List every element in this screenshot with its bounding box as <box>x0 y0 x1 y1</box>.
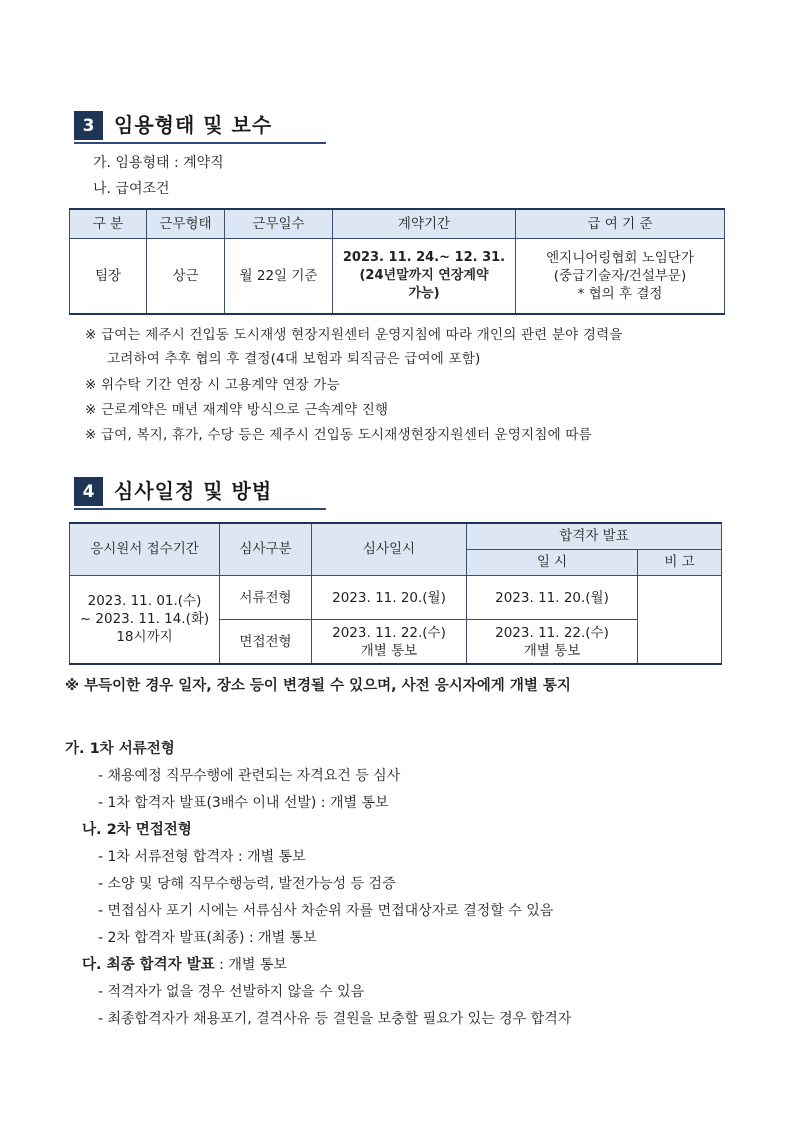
step-2-title: 나. 2차 면접전형 <box>82 822 192 838</box>
pay-line: * 협의 후 결정 <box>577 285 663 302</box>
employment-type: 가. 임용형태 : 계약직 <box>93 155 224 171</box>
date-line: 2023. 11. 22.(수) <box>495 624 609 641</box>
note-line: ※ 급여, 복지, 휴가, 수당 등은 제주시 건입동 도시재생현장지원센터 운영지침에 따름 <box>85 427 592 443</box>
header-category: 구 분 <box>70 209 147 238</box>
section-title: 임용형태 및 보수 <box>114 113 273 137</box>
step-item: - 면접심사 포기 시에는 서류심사 차순위 자를 면접대상자로 결정할 수 있음 <box>98 903 554 919</box>
step-3-title <box>82 956 287 974</box>
section-underline <box>74 508 326 510</box>
header-screening-type: 심사구분 <box>220 523 312 575</box>
header-pay-standard: 급 여 기 준 <box>516 209 725 238</box>
section-3-header <box>74 111 326 143</box>
header-work-type: 근무형태 <box>147 209 225 238</box>
table-header-row <box>70 209 725 238</box>
cell-interview-date <box>312 620 467 664</box>
pay-line: (중급기술자/건설부문) <box>553 267 687 284</box>
header-remarks: 비 고 <box>638 549 722 575</box>
step-item: - 최종합격자가 채용포기, 결격사유 등 결원을 보충할 필요가 있는 경우 합격자 <box>98 1011 572 1027</box>
cell-pay-standard <box>516 238 725 314</box>
period-line: 2023. 11. 01.(수) <box>87 593 202 610</box>
header-contract-period: 계약기간 <box>333 209 516 238</box>
cell-remarks <box>638 575 722 664</box>
section-title: 심사일정 및 방법 <box>114 479 273 503</box>
section-underline <box>74 142 326 144</box>
step-item: - 2차 합격자 발표(최종) : 개별 통보 <box>98 930 317 946</box>
cell-document-date: 2023. 11. 20.(월) <box>312 575 467 619</box>
step-item: - 1차 서류전형 합격자 : 개별 통보 <box>98 849 306 865</box>
table-row <box>70 575 722 619</box>
date-line: 2023. 11. 22.(수) <box>332 624 446 641</box>
step-3-suffix: : 개별 통보 <box>214 957 287 973</box>
step-item: - 채용예정 직무수행에 관련되는 자격요건 등 심사 <box>98 768 401 784</box>
section-number: 3 <box>74 111 103 140</box>
period-line: 18시까지 <box>116 629 173 646</box>
table-row <box>70 238 725 314</box>
schedule-warning: ※ 부득이한 경우 일자, 장소 등이 변경될 수 있으며, 사전 응시자에게 개별 통지 <box>65 678 571 694</box>
cell-role: 팀장 <box>70 238 147 314</box>
section-number: 4 <box>74 477 103 506</box>
header-announcement: 합격자 발표 <box>467 523 722 549</box>
cell-document-announce: 2023. 11. 20.(월) <box>467 575 638 619</box>
cell-document-screening: 서류전형 <box>220 575 312 619</box>
date-line: 개별 통보 <box>360 642 418 659</box>
header-screening-date: 심사일시 <box>312 523 467 575</box>
cell-work-type: 상근 <box>147 238 225 314</box>
step-1-title: 가. 1차 서류전형 <box>65 741 175 757</box>
period-line: 2023. 11. 24.~ 12. 31. <box>342 249 506 265</box>
pay-conditions-label: 나. 급여조건 <box>93 181 170 197</box>
header-announce-date: 일 시 <box>467 549 638 575</box>
cell-application-period <box>70 575 220 664</box>
cell-interview-screening: 면접전형 <box>220 620 312 664</box>
table-header-row <box>70 523 722 549</box>
period-line: 가능) <box>408 285 440 301</box>
step-item: - 적격자가 없을 경우 선발하지 않을 수 있음 <box>98 984 365 1000</box>
cell-work-days: 월 22일 기준 <box>225 238 333 314</box>
period-line: (24년말까지 연장계약 <box>359 267 489 283</box>
cell-contract-period <box>333 238 516 314</box>
date-line: 개별 통보 <box>523 642 581 659</box>
header-application-period: 응시원서 접수기간 <box>70 523 220 575</box>
step-item: - 1차 합격자 발표(3배수 이내 선발) : 개별 통보 <box>98 795 389 811</box>
period-line: ~ 2023. 11. 14.(화) <box>79 611 210 628</box>
section-4-header <box>74 477 326 509</box>
schedule-table <box>69 522 722 665</box>
cell-interview-announce <box>467 620 638 664</box>
note-line: 고려하여 추후 협의 후 결정(4대 보험과 퇴직금은 급여에 포함) <box>107 351 481 367</box>
note-line: ※ 근로계약은 매년 재계약 방식으로 근속계약 진행 <box>85 402 389 418</box>
step-3-title-text: 다. 최종 합격자 발표 <box>82 957 215 973</box>
header-work-days: 근무일수 <box>225 209 333 238</box>
note-line: ※ 급여는 제주시 건입동 도시재생 현장지원센터 운영지침에 따라 개인의 관련 분야 경력을 <box>85 327 623 343</box>
note-line: ※ 위수탁 기간 연장 시 고용계약 연장 가능 <box>85 377 340 393</box>
pay-line: 엔지니어링협회 노임단가 <box>546 249 694 266</box>
pay-conditions-table <box>69 208 725 315</box>
step-item: - 소양 및 당해 직무수행능력, 발전가능성 등 검증 <box>98 876 396 892</box>
